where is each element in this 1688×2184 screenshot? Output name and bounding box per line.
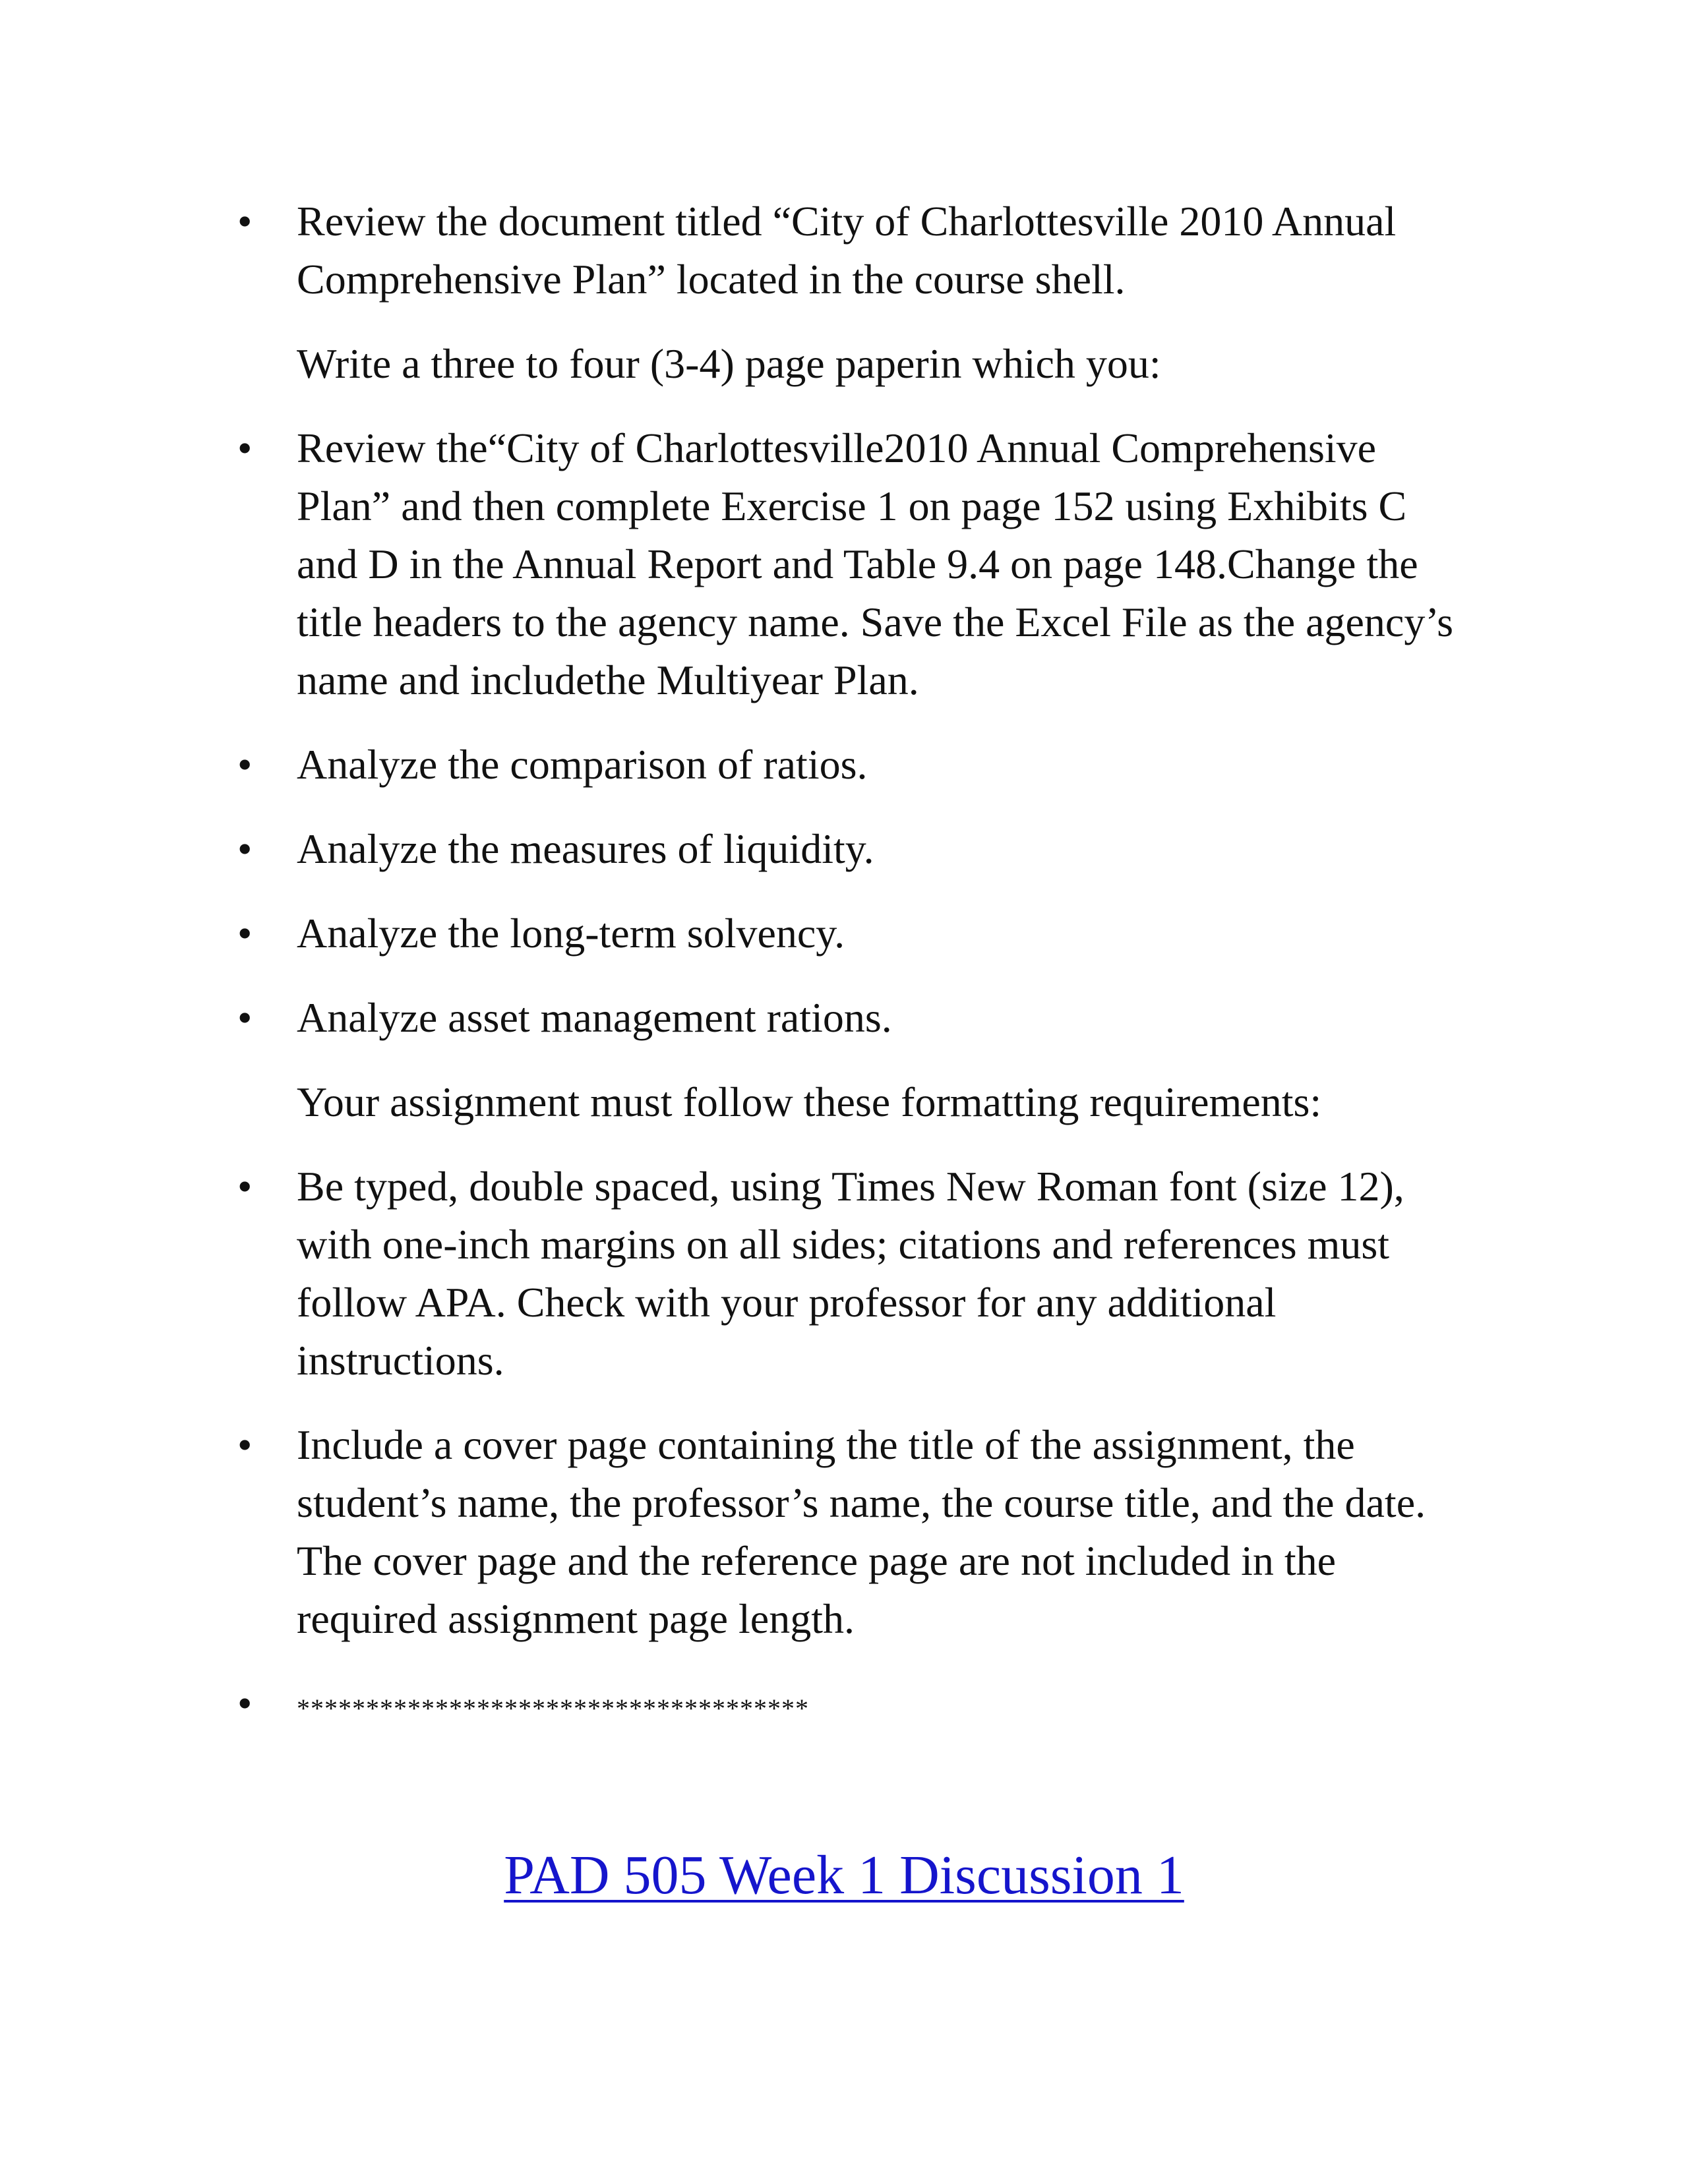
bullet-icon: • bbox=[237, 994, 253, 1041]
bullet-icon: • bbox=[237, 1680, 253, 1727]
bullet-text: Analyze the long-term solvency. bbox=[297, 910, 845, 957]
bullet-analyze-solvency bbox=[237, 904, 1477, 962]
discussion-link[interactable]: PAD 505 Week 1 Discussion 1 bbox=[504, 1845, 1184, 1906]
bullet-text: Analyze the measures of liquidity. bbox=[297, 825, 874, 872]
instruction-intro: Write a three to four (3-4) page paperin which you: bbox=[297, 340, 1161, 387]
bullet-icon: • bbox=[237, 910, 253, 957]
bullet-text: Analyze the comparison of ratios. bbox=[297, 741, 868, 788]
bullet-review-plan-exercise bbox=[237, 419, 1477, 709]
discussion-link-container bbox=[0, 1839, 1688, 1912]
stars-separator: ************************************* bbox=[297, 1694, 809, 1723]
bullet-text: Include a cover page containing the title of the assignment, the student’s name, the professor’s name, the course title, and the date. The cover page and the reference page are not included in the required assignment page length. bbox=[297, 1421, 1426, 1642]
bullet-icon: • bbox=[237, 825, 253, 872]
bullet-icon: • bbox=[237, 425, 253, 471]
bullet-text: Analyze asset management rations. bbox=[297, 994, 892, 1041]
bullet-icon: • bbox=[237, 741, 253, 788]
bullet-separator-stars bbox=[237, 1674, 1477, 1738]
bullet-text: Review the document titled “City of Charlottesville 2010 Annual Comprehensive Plan” located in the course shell. bbox=[297, 198, 1397, 303]
bullet-icon: • bbox=[237, 198, 253, 245]
bullet-review-document bbox=[237, 192, 1477, 309]
bullet-analyze-asset-management bbox=[237, 989, 1477, 1047]
bullet-icon: • bbox=[237, 1163, 253, 1210]
document-body bbox=[237, 192, 1477, 1764]
bullet-text: Be typed, double spaced, using Times New Roman font (size 12), with one-inch margins on all sides; citations and references must follow APA. Check with your professor for any additional instructions. bbox=[297, 1163, 1404, 1384]
formatting-intro: Your assignment must follow these formatting requirements: bbox=[297, 1078, 1322, 1125]
bullet-cover-page bbox=[237, 1416, 1477, 1648]
bullet-analyze-ratios bbox=[237, 736, 1477, 794]
bullet-analyze-liquidity bbox=[237, 820, 1477, 878]
bullet-text: Review the“City of Charlottesville2010 Annual Comprehensive Plan” and then complete Exercise 1 on page 152 using Exhibits C and D in the Annual Report and Table 9.4 on page 148.Change the title headers to the agency name. Save the Excel File as the agency’s name and includethe Multiyear Plan. bbox=[297, 425, 1453, 703]
bullet-icon: • bbox=[237, 1421, 253, 1468]
bullet-formatting-typed bbox=[237, 1158, 1477, 1390]
